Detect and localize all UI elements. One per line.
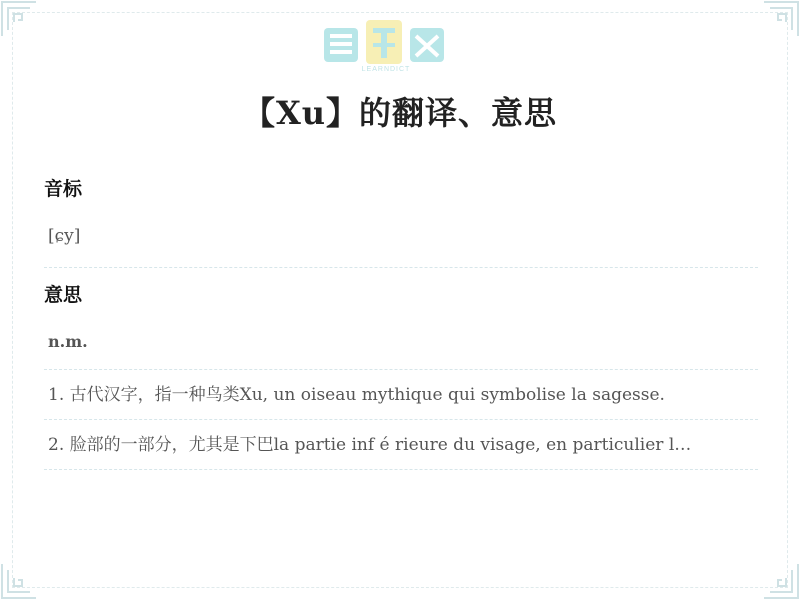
part-of-speech: n.m. xyxy=(44,314,758,370)
logo-tagline: LEARNDICT xyxy=(361,66,411,73)
page-title: 【Xu】的翻译、意思 xyxy=(242,94,558,132)
corner-ornament-icon xyxy=(0,0,38,38)
corner-ornament-icon xyxy=(0,562,38,600)
definition-item: 2. 脸部的一部分，尤其是下巴la partie inf é rieure du visage, en particulier l… xyxy=(44,420,758,470)
definition-item: 1. 古代汉字，指一种鸟类Xu, un oiseau mythique qui symbolise la sagesse. xyxy=(44,370,758,420)
phonetic-section xyxy=(44,170,758,268)
phonetic-value: [ɕy] xyxy=(44,208,758,268)
phonetic-heading: 音标 xyxy=(44,178,83,200)
corner-ornament-icon xyxy=(762,0,800,38)
meaning-heading: 意思 xyxy=(44,284,83,306)
entry-content xyxy=(44,170,758,470)
corner-ornament-icon xyxy=(762,562,800,600)
meaning-section xyxy=(44,276,758,470)
